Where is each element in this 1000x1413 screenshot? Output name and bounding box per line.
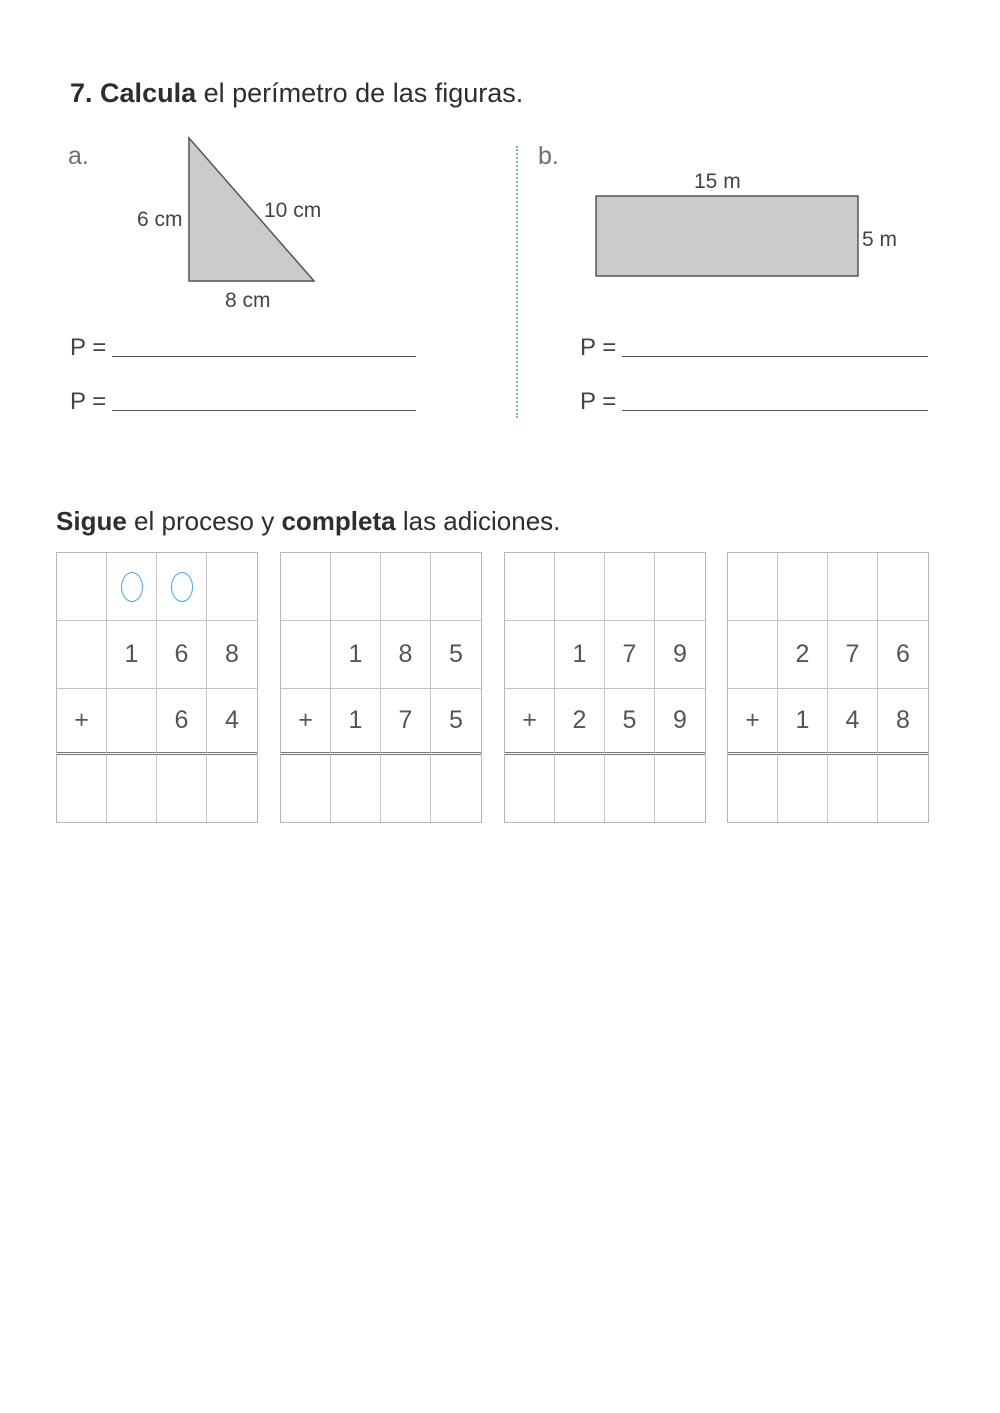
addend-bottom-digit: 9 [655, 689, 705, 755]
addend-top-digit: 8 [207, 621, 257, 689]
carry-cell[interactable] [331, 553, 381, 621]
triangle-hypotenuse: 10 cm [264, 199, 322, 222]
result-cell[interactable] [207, 755, 257, 822]
result-cell[interactable] [381, 755, 431, 822]
addend-top-digit: 7 [828, 621, 878, 689]
addend-top-digit: 8 [381, 621, 431, 689]
carry-cell[interactable] [57, 553, 107, 621]
exercise-instruction: el perímetro de las figuras. [203, 78, 524, 108]
addend-top-digit: 7 [605, 621, 655, 689]
addition-grid-3 [504, 552, 706, 823]
answer-b-2-label: P = [580, 388, 617, 415]
answer-b-1-label: P = [580, 334, 617, 361]
additions-title-bold-1: Sigue [56, 506, 127, 536]
result-cell[interactable] [778, 755, 828, 822]
triangle-side-bottom: 8 cm [225, 289, 271, 312]
additions-title-text-1: el proceso y [134, 506, 275, 536]
additions-title-bold-2: completa [281, 506, 396, 536]
result-cell[interactable] [331, 755, 381, 822]
plus-sign: + [505, 689, 555, 755]
carry-cell[interactable] [505, 553, 555, 621]
answer-b-2-line[interactable] [622, 410, 928, 411]
result-cell[interactable] [605, 755, 655, 822]
result-cell[interactable] [655, 755, 705, 822]
carry-ring-icon[interactable] [121, 572, 143, 602]
addend-top-digit [281, 621, 331, 689]
rectangle-shape [596, 196, 858, 276]
carry-cell[interactable] [778, 553, 828, 621]
result-cell[interactable] [57, 755, 107, 822]
result-cell[interactable] [878, 755, 928, 822]
addend-top-digit [505, 621, 555, 689]
addend-bottom-digit: 4 [828, 689, 878, 755]
result-cell[interactable] [555, 755, 605, 822]
carry-cell[interactable] [828, 553, 878, 621]
result-cell[interactable] [281, 755, 331, 822]
result-cell[interactable] [431, 755, 481, 822]
carry-cell[interactable] [655, 553, 705, 621]
answer-a-2-line[interactable] [112, 410, 416, 411]
addend-top-digit [728, 621, 778, 689]
rectangle-side-right: 5 m [862, 228, 898, 251]
answer-a-2-label: P = [70, 388, 107, 415]
part-a-label: a. [68, 142, 89, 170]
addend-top-digit: 9 [655, 621, 705, 689]
triangle-side-left: 6 cm [137, 208, 183, 231]
carry-cell[interactable] [107, 553, 157, 621]
section-divider [516, 146, 518, 418]
carry-cell[interactable] [878, 553, 928, 621]
addend-bottom-digit: 5 [605, 689, 655, 755]
addition-grid-4 [727, 552, 929, 823]
addition-grid-2 [280, 552, 482, 823]
addition-grid-1 [56, 552, 258, 823]
carry-cell[interactable] [381, 553, 431, 621]
addend-top-digit: 1 [555, 621, 605, 689]
addend-bottom-digit: 6 [157, 689, 207, 755]
addend-top-digit: 6 [878, 621, 928, 689]
result-cell[interactable] [728, 755, 778, 822]
addend-top-digit [57, 621, 107, 689]
plus-sign: + [728, 689, 778, 755]
addend-top-digit: 2 [778, 621, 828, 689]
addend-bottom-digit: 7 [381, 689, 431, 755]
addend-bottom-digit: 1 [778, 689, 828, 755]
carry-cell[interactable] [728, 553, 778, 621]
addend-bottom-digit [107, 689, 157, 755]
addend-bottom-digit: 8 [878, 689, 928, 755]
exercise-verb: Calcula [100, 78, 197, 108]
carry-ring-icon[interactable] [171, 572, 193, 602]
carry-cell[interactable] [207, 553, 257, 621]
result-cell[interactable] [828, 755, 878, 822]
additions-title-text-2: las adiciones. [402, 506, 561, 536]
result-cell[interactable] [107, 755, 157, 822]
addend-bottom-digit: 4 [207, 689, 257, 755]
answer-b-1-line[interactable] [622, 356, 928, 357]
addend-top-digit: 5 [431, 621, 481, 689]
carry-cell[interactable] [157, 553, 207, 621]
rectangle-figure [594, 194, 862, 280]
carry-cell[interactable] [555, 553, 605, 621]
result-cell[interactable] [157, 755, 207, 822]
rectangle-side-top: 15 m [694, 170, 741, 193]
addend-bottom-digit: 2 [555, 689, 605, 755]
plus-sign: + [57, 689, 107, 755]
result-cell[interactable] [505, 755, 555, 822]
addend-top-digit: 1 [107, 621, 157, 689]
carry-cell[interactable] [281, 553, 331, 621]
plus-sign: + [281, 689, 331, 755]
answer-a-1-line[interactable] [112, 356, 416, 357]
answer-a-1-label: P = [70, 334, 107, 361]
addend-top-digit: 6 [157, 621, 207, 689]
addend-bottom-digit: 5 [431, 689, 481, 755]
addend-bottom-digit: 1 [331, 689, 381, 755]
exercise-title [70, 78, 523, 109]
part-b-label: b. [538, 142, 559, 170]
additions-title [56, 506, 560, 537]
exercise-number: 7. [70, 78, 93, 108]
addend-top-digit: 1 [331, 621, 381, 689]
carry-cell[interactable] [431, 553, 481, 621]
carry-cell[interactable] [605, 553, 655, 621]
